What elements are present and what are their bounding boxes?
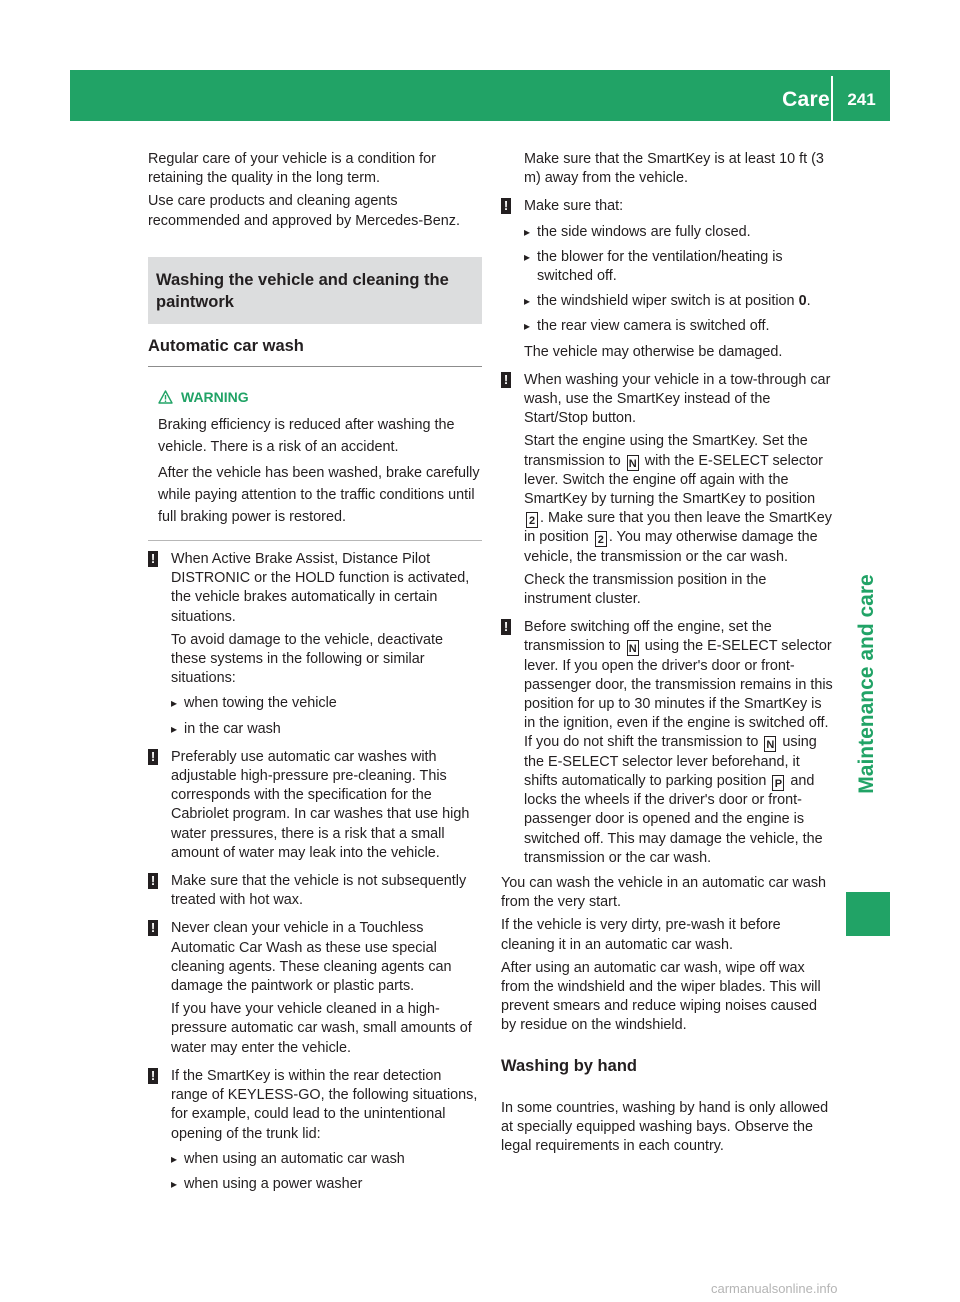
notice-icon: ! [501, 372, 511, 388]
notice-icon: ! [501, 198, 511, 214]
warning-header [158, 386, 482, 408]
notice-text [524, 432, 835, 566]
key-position-2-symbol: 2 [595, 531, 607, 547]
notice-icon: ! [148, 873, 158, 889]
watermark: carmanualsonline.info [711, 1281, 838, 1296]
notice-block [501, 197, 835, 361]
list-item: ▸ when using a power washer [171, 1175, 482, 1194]
body-paragraph: After using an automatic car wash, wipe off wax from the windshield and the wiper blades. This will prevent smears and reduce wiping noises caused by residue on the windshield. [501, 959, 821, 1034]
list-text: the windshield wiper switch is at position [537, 293, 795, 310]
chapter-label: Maintenance and care [855, 574, 878, 794]
list-item: ▸ the side windows are fully closed. [524, 223, 835, 242]
page-number: 241 [847, 90, 876, 109]
notice-block [148, 919, 482, 1057]
header-bar [70, 70, 890, 121]
notice-icon: ! [148, 551, 158, 567]
intro-paragraph: Use care products and cleaning agents recommended and approved by Mercedes-Benz. [148, 193, 460, 229]
notice-block [501, 618, 835, 868]
notice-block [148, 1067, 482, 1194]
gear-n-symbol: N [764, 736, 776, 752]
notice-block [501, 371, 835, 609]
notice-text: The vehicle may otherwise be damaged. [524, 343, 783, 360]
notice-text: If you have your vehicle cleaned in a high-pressure automatic car wash, small amounts of water may enter the vehicle. [171, 1001, 472, 1056]
warning-label: WARNING [181, 389, 249, 406]
notice-text: When Active Brake Assist, Distance Pilot DISTRONIC or the HOLD function is activated, the vehicle brakes automatically in certain situations. [171, 551, 470, 625]
warning-text: Braking efficiency is reduced after washing the vehicle. There is a risk of an accident. [158, 417, 455, 456]
list-text: . [806, 293, 811, 310]
notice-text: When washing your vehicle in a tow-through car wash, use the SmartKey instead of the Start/Stop button. [524, 371, 831, 427]
notice-text-part: Before switching off the engine, set the transmission to [524, 619, 772, 655]
notice-icon: ! [501, 619, 511, 635]
list-item: ▸ in the car wash [171, 720, 482, 739]
gear-n-symbol: N [627, 640, 639, 656]
right-column [501, 150, 835, 1160]
list-item: ▸ when towing the vehicle [171, 694, 482, 713]
notice-text: If the SmartKey is within the rear detection range of KEYLESS-GO, the following situations, for example, could lead to the unintentional opening of the trunk lid: [171, 1067, 478, 1142]
section-heading: Washing the vehicle and cleaning the paintwork [148, 257, 482, 324]
intro-paragraph: Make sure that the SmartKey is at least 10 ft (3 m) away from the vehicle. [524, 151, 824, 187]
notice-block [148, 872, 482, 910]
intro-paragraph: Regular care of your vehicle is a condition for retaining the quality in the long term. [148, 151, 436, 187]
warning-triangle-icon [158, 390, 173, 404]
notice-text-part: and locks the wheels if the driver's door or front-passenger door is opened and the engine is switched off. This may damage the vehicle, the transmission or the car wash. [524, 772, 823, 866]
gear-p-symbol: P [772, 775, 784, 791]
key-position-2-symbol: 2 [526, 512, 538, 528]
warning-box [148, 386, 482, 541]
list-item: ▸ the blower for the ventilation/heating is switched off. [524, 248, 835, 286]
body-paragraph: If the vehicle is very dirty, pre-wash it before cleaning it in an automatic car wash. [501, 917, 781, 953]
subheading-automatic-car-wash: Automatic car wash [148, 337, 482, 367]
list-item: ▸ the rear view camera is switched off. [524, 317, 835, 336]
page-title: Care [782, 88, 830, 111]
notice-text: Check the transmission position in the instrument cluster. [524, 571, 767, 608]
notice-text-part: using the E-SELECT selector lever beforehand, it shifts automatically to parking position [524, 734, 817, 789]
notice-text: To avoid damage to the vehicle, deactivate these systems in the following or similar situations: [171, 631, 443, 687]
notice-text: Make sure that the vehicle is not subsequently treated with hot wax. [171, 873, 467, 909]
body-paragraph: In some countries, washing by hand is only allowed at specially equipped washing bays. Observe the legal requirements in each country. [501, 1099, 829, 1155]
gear-n-symbol: N [627, 455, 639, 471]
notice-text: Make sure that: [524, 198, 624, 215]
body-paragraph: You can wash the vehicle in an automatic car wash from the very start. [501, 874, 827, 911]
notice-text-part: Start the engine using the SmartKey. Set the transmission to [524, 433, 808, 469]
list-item: ▸ when using an automatic car wash [171, 1150, 482, 1169]
warning-text: After the vehicle has been washed, brake carefully while paying attention to the traffic conditions until full braking power is restored. [158, 465, 480, 526]
notice-text-part: using the E-SELECT selector lever. If you open the driver's door or front-passenger door, the transmission remains in this position for up to 30 minutes if the SmartKey is in the ignition, even if the engine is switched off. If you do not shift the transmission to [524, 638, 833, 751]
subheading-washing-by-hand: Washing by hand [501, 1056, 637, 1075]
bullet-list [171, 694, 482, 738]
notice-text-part: with the E-SELECT selector lever. Switch the engine off again with the SmartKey by turning the SmartKey to position [524, 452, 823, 508]
notice-text [524, 618, 835, 868]
notice-text-part: . You may otherwise damage the vehicle, the transmission or the car wash. [524, 529, 818, 565]
bullet-list [171, 1150, 482, 1194]
notice-icon: ! [148, 920, 158, 936]
notice-icon: ! [148, 749, 158, 765]
notice-icon: ! [148, 1068, 158, 1084]
left-column [148, 150, 482, 1200]
notice-block [148, 748, 482, 863]
bullet-list [524, 223, 835, 337]
notice-text: Never clean your vehicle in a Touchless Automatic Car Wash as these use special cleaning agents. These cleaning agents can damage the paintwork or plastic parts. [171, 920, 452, 995]
notice-text-part: . Make sure that you then leave the SmartKey in position [524, 510, 832, 546]
wiper-position: 0 [798, 293, 807, 310]
notice-text: Preferably use automatic car washes with adjustable high-pressure pre-cleaning. This corresponds with the specification for the Cabriolet program. In car washes that use high water pressures, there is a risk that a small amount of water may leak into the vehicle. [171, 748, 470, 861]
list-item [524, 292, 835, 311]
chapter-marker [846, 892, 890, 936]
notice-block [148, 550, 482, 739]
